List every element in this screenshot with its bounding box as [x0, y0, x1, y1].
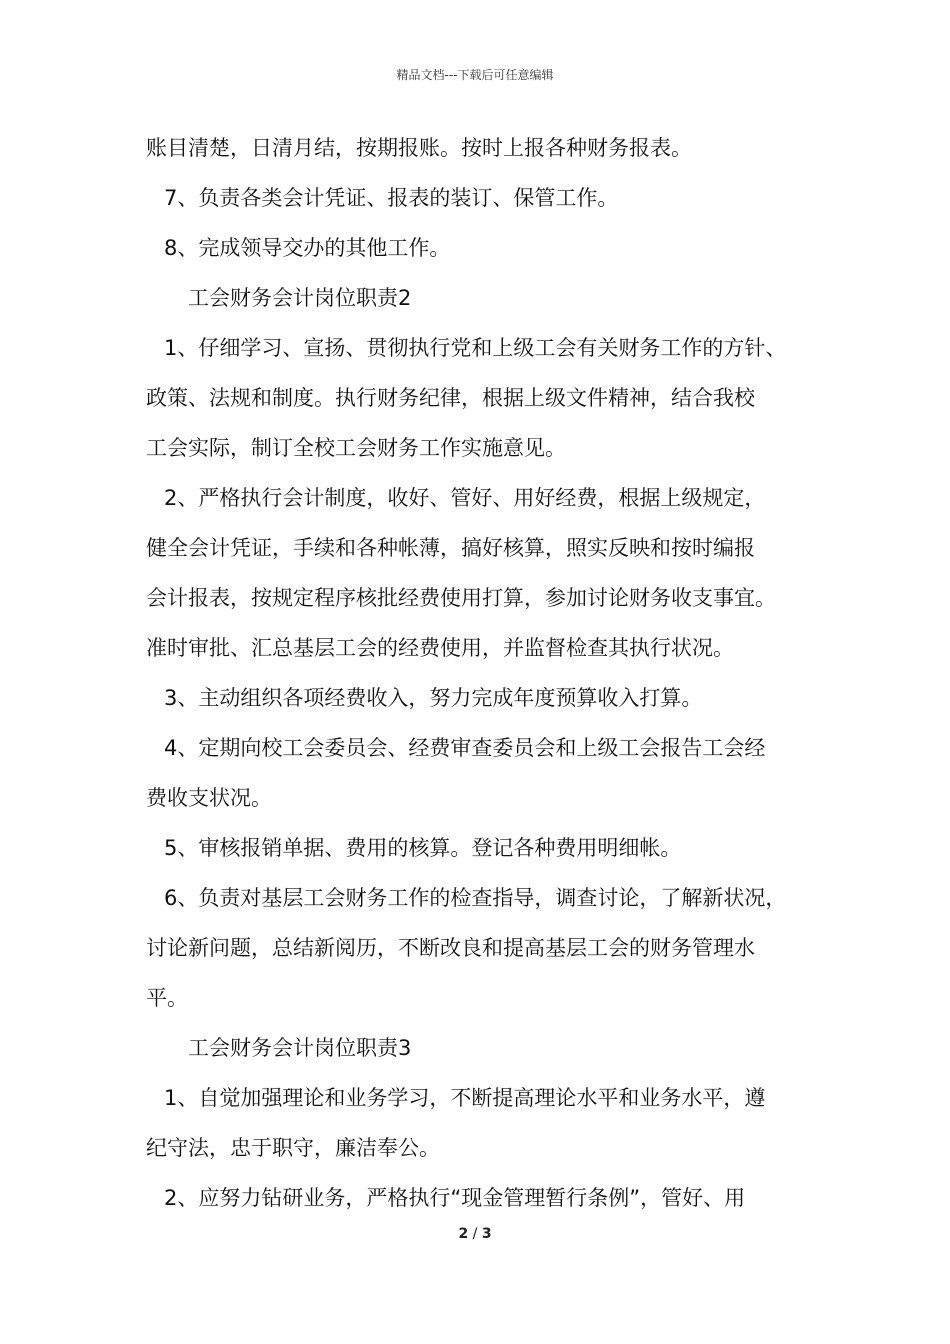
- paragraph-line: 6、负责对基层工会财务工作的检查指导，调查讨论，了解新状况，: [164, 886, 787, 910]
- paragraph-line: 平。: [146, 986, 188, 1010]
- paragraph-line: 1、仔细学习、宣扬、贯彻执行党和上级工会有关财务工作的方针、: [164, 336, 787, 360]
- paragraph-line: 5、审核报销单据、费用的核算。登记各种费用明细帐。: [164, 836, 682, 860]
- page-current: 2: [458, 1226, 469, 1242]
- section-heading: 工会财务会计岗位职责3: [188, 1036, 412, 1060]
- paragraph-line: 健全会计凭证，手续和各种帐薄，搞好核算，照实反映和按时编报: [146, 536, 755, 560]
- paragraph-line: 讨论新问题，总结新阅历，不断改良和提高基层工会的财务管理水: [146, 936, 755, 960]
- paragraph-line: 准时审批、汇总基层工会的经费使用，并监督检查其执行状况。: [146, 636, 734, 660]
- page-separator: /: [468, 1226, 482, 1242]
- paragraph-line: 2、严格执行会计制度，收好、管好、用好经费，根据上级规定，: [164, 486, 766, 510]
- paragraph-line: 工会实际，制订全校工会财务工作实施意见。: [146, 436, 566, 460]
- paragraph-line: 政策、法规和制度。执行财务纪律，根据上级文件精神，结合我校: [146, 386, 755, 410]
- paragraph-line: 4、定期向校工会委员会、经费审查委员会和上级工会报告工会经: [164, 736, 766, 760]
- paragraph-line: 8、完成领导交办的其他工作。: [164, 236, 451, 260]
- paragraph-line: 纪守法，忠于职守，廉洁奉公。: [146, 1136, 440, 1160]
- paragraph-line: 费收支状况。: [146, 786, 272, 810]
- paragraph-line: 1、自觉加强理论和业务学习，不断提高理论水平和业务水平，遵: [164, 1086, 766, 1110]
- paragraph-line: 账目清楚，日清月结，按期报账。按时上报各种财务报表。: [146, 136, 692, 160]
- paragraph-line: 2、应努力钻研业务，严格执行“现金管理暂行条例”，管好、用: [164, 1186, 746, 1210]
- paragraph-line: 3、主动组织各项经费收入，努力完成年度预算收入打算。: [164, 686, 703, 710]
- page-number: [0, 1226, 950, 1242]
- page-header: 精品文档---下载后可任意编辑: [396, 68, 554, 82]
- paragraph-line: 会计报表，按规定程序核批经费使用打算，参加讨论财务收支事宜。: [146, 586, 776, 610]
- section-heading: 工会财务会计岗位职责2: [188, 286, 412, 310]
- page-total: 3: [481, 1226, 492, 1242]
- paragraph-line: 7、负责各类会计凭证、报表的装订、保管工作。: [164, 186, 619, 210]
